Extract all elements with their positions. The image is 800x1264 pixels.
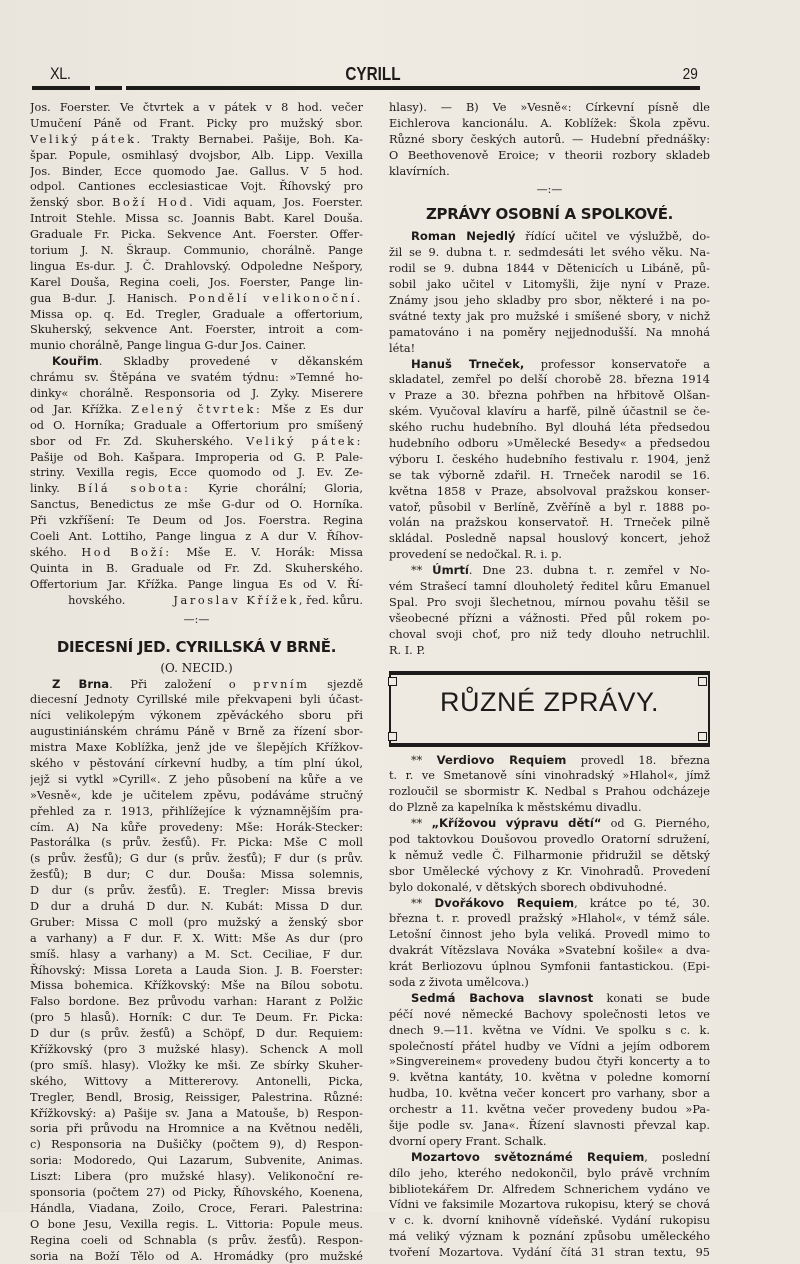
text-line: Graduale Fr. Picka. Sekvence Ant. Foerster. Offer- [30, 227, 363, 243]
spaced-heading: Bílá sobota: [78, 482, 191, 495]
text-line: v Praze a 30. března pohřben na hřbitově Olšan- [389, 388, 710, 404]
text-line: svátné texty jak pro mužské i smíšené sbory, v nichž [389, 309, 710, 325]
paragraph-lead: Z Brna [52, 677, 109, 691]
text-line: ** Verdiovo Requiem provedl 18. března [389, 753, 710, 769]
spaced-heading: Zelený čtvrtek: [131, 403, 262, 416]
text-line: Missa op. q. Ed. Tregler, Graduale a offertorium, [30, 307, 363, 323]
text-line: Quinta in B. Graduale od Fr. Zd. Skuherského. [30, 561, 363, 577]
corner-square-icon [698, 732, 707, 741]
text-line: pamatováno i na poměry nejjednodušší. Na mnohá [389, 325, 710, 341]
text-line: »Singvereinem« provedeny budou čtyři koncerty a to [389, 1054, 710, 1070]
text-line: chrámu sv. Štěpána ve svatém týdnu: »Temné ho- [30, 370, 363, 386]
text-block [389, 768, 710, 816]
page-header [48, 62, 698, 88]
text-line: Sedmá Bachova slavnost konati se bude [389, 991, 710, 1007]
text-block [30, 148, 363, 196]
text-block [389, 245, 710, 356]
text-line: ského, Wittovy a Mittererovy. Antonelli, Picka, [30, 1074, 363, 1090]
text-line: žil se 9. dubna t. r. sedmdesáti let svého věku. Na- [389, 245, 710, 261]
text-line: mistra Maxe Koblížka, jenž jde ve šlepějích Křížkov- [30, 740, 363, 756]
text-line: hudebního odboru »Umělecké Besedy« a předsedou [389, 436, 710, 452]
right-column [389, 100, 710, 1261]
text-line: lingua Es-dur. J. Č. Drahlovský. Odpoledne Nešpory, [30, 259, 363, 275]
section-separator: —:— [30, 609, 363, 631]
text-line: dvorní opery Frant. Schalk. [389, 1134, 710, 1150]
text-line: volán na pražskou konservatoř. H. Trneček pilně [389, 515, 710, 531]
paragraph-lead: „Křížovou výpravu dětí“ [431, 816, 601, 830]
paragraph-nejedly [389, 229, 710, 356]
text-line: se tak výborně zdařil. H. Trneček narodil se 16. [389, 468, 710, 484]
text-line: vém Strašecí tamní dlouholetý ředitel kůru Emanuel [389, 579, 710, 595]
text-line: dvakrát Vítězslava Nováka »Svatební košile« a dva- [389, 943, 710, 959]
text-line: vatoř, působil v Berlíně, Zvěříně a byl r. 1888 po- [389, 500, 710, 516]
text-line: orchestr a 11. května večer provedeny budou »Pa- [389, 1102, 710, 1118]
text-line: 9. května kantáty, 10. května v poledne komorní [389, 1070, 710, 1086]
paragraph-trnecek [389, 357, 710, 564]
text-line: k němuž vedle Č. Filharmonie přidružil se dětský [389, 848, 710, 864]
text-line: choval svoji choť, pro niž tedy dlouho netruchlil. [389, 627, 710, 643]
text-line: a varhany) a F dur. F. X. Witt: Mše As dur (pro [30, 931, 363, 947]
text-line: Missa bohemica. Křížkovský: Mše na Bílou sobotu. [30, 978, 363, 994]
paragraph-lead: Úmrtí [432, 563, 469, 577]
text-line: Známy jsou jeho skladby pro sbor, některé i na po- [389, 293, 710, 309]
text-line: provedení se nedočkal. R. i. p. [389, 547, 710, 563]
text-line: (pro smíš. hlasy). Vložky ke mši. Ze sbírky Skuher- [30, 1058, 363, 1074]
text-line: torium J. N. Škraup. Communio, chorálně. Pange [30, 243, 363, 259]
text-line: všeobecné přízni a vážnosti. Před půl rokem po- [389, 611, 710, 627]
paragraph-dvorak [389, 896, 710, 991]
text-line: t. r. ve Smetanově síni vinohradský »Hlahol«, jímž [389, 768, 710, 784]
volume-number: XL. [50, 64, 70, 84]
text-line: Z Brna. Při založení o prvním sjezdě [30, 677, 363, 693]
text-line: Vídni ve faksimile Mozartova rukopisu, který se chová [389, 1197, 710, 1213]
paragraph-lead: Roman Nejedlý [411, 229, 516, 243]
text-line: Křížkovský (pro 3 mužské hlasy). Schenck A moll [30, 1042, 363, 1058]
text-line: D dur a druhá D dur. N. Kubát: Missa D dur. [30, 899, 363, 915]
paragraph-lead: Kouřim [52, 354, 99, 368]
text-line: cím. A) Na kůře provedeny: Mše: Horák-Stecker: [30, 820, 363, 836]
text-line: linky. Bílá sobota: Kyrie chorální; Gloria, [30, 481, 363, 497]
paragraph-mozart [389, 1150, 710, 1261]
text-line: sponsoria (počtem 27) od Picky, Říhovského, Koenena, [30, 1185, 363, 1201]
text-line: Regina coeli od Schnabla (s prův. žesťů). Respon- [30, 1233, 363, 1249]
text-line: Falso bordone. Bez průvodu varhan: Harant z Polžic [30, 994, 363, 1010]
text-line: Jos. Foerster. Ve čtvrtek a v pátek v 8 hod. večer [30, 100, 363, 116]
section-subheading: (O. NECID.) [30, 659, 363, 677]
paragraph-umrti [389, 563, 710, 658]
text-line: Různé sbory českých autorů. — Hudební přednášky: [389, 132, 710, 148]
text-line: munio chorálně, Pange lingua G-dur Jos. Cainer. [30, 338, 363, 354]
text-line: v c. k. dvorní knihovně vídeňské. Vydání rukopisu [389, 1213, 710, 1229]
text-line: soda z života umělcova.) [389, 975, 710, 991]
text-block [30, 418, 363, 434]
text-line: Sanctus, Benedictus ze mše G-dur od O. Horníka. [30, 497, 363, 513]
text-line: jejž si vytkl »Cyrill«. Z jeho působení na kůře a ve [30, 772, 363, 788]
text-line: léta! [389, 341, 710, 357]
text-line: skladatel, zemřel po delší chorobě 28. března 1914 [389, 372, 710, 388]
journal-title: CYRILL [97, 64, 650, 85]
paragraph-krizova [389, 816, 710, 895]
text-line: ** Dvořákovo Requiem, krátce po té, 30. [389, 896, 710, 912]
text-line: dinky« chorálně. Responsoria od J. Zyky. Miserere [30, 386, 363, 402]
text-line: ského v pěstování církevní hudby, a tím plní úkol, [30, 756, 363, 772]
text-block [30, 370, 363, 402]
text-block [389, 911, 710, 990]
text-line: března t. r. provedl pražský »Hlahol«, v témž sále. [389, 911, 710, 927]
text-line: níci velikolepým výkonem zpěváckého sboru při [30, 708, 363, 724]
text-line: Roman Nejedlý řídící učitel ve výslužbě, do- [389, 229, 710, 245]
text-line: šije podle sv. Jana«. Řízení slavnosti převzal kap. [389, 1118, 710, 1134]
text-line: O Beethovenově Eroice; v theorii rozbory skladeb [389, 148, 710, 164]
text-line: sbor Umělecké výchovy z Kr. Vinohradů. Provedení [389, 864, 710, 880]
text-line: od Jar. Křížka. Zelený čtvrtek: Mše z Es dur [30, 402, 363, 418]
paragraph-lead: Dvořákovo Requiem [435, 896, 575, 910]
text-line: »Vesně«, kde je učitelem zpěvu, podáváme stručný [30, 788, 363, 804]
text-line: Karel Douša, Regina coeli, Jos. Foerster, Pange lin- [30, 275, 363, 291]
text-block [30, 100, 363, 132]
text-line: smíš. hlasy a varhany) a M. Sct. Ceciliae, F dur. [30, 947, 363, 963]
text-line: výboru I. českého hudebního festivalu r. 1904, jenž [389, 452, 710, 468]
text-block [30, 497, 363, 545]
paragraph-lead: Mozartovo světoznámé Requiem [411, 1150, 644, 1164]
corner-square-icon [388, 732, 397, 741]
text-line: striny. Vexilla regis, Ecce quomodo od J. Ev. Ze- [30, 465, 363, 481]
text-line: Introit Stehle. Missa sc. Joannis Babt. Karel Douša. [30, 211, 363, 227]
spaced-heading: Hod Boží: [81, 546, 171, 559]
text-line: Skuherský, sekvence Ant. Foerster, introit a com- [30, 322, 363, 338]
text-line: Eichlerova kancionálu. A. Koblížek: Škola zpěvu. [389, 116, 710, 132]
text-line: (s prův. žesťů); G dur (s prův. žesťů); F dur (s prův. [30, 851, 363, 867]
text-line: hlasy). — B) Ve »Vesně«: Církevní písně dle [389, 100, 710, 116]
text-line: ského. Hod Boží: Mše E. V. Horák: Missa [30, 545, 363, 561]
signature-line: hovského. Jaroslav Křížek, řed. kůru. [30, 593, 363, 609]
text-line: má veliký význam k poznání způsobu uměleckého [389, 1229, 710, 1245]
text-line: gua B-dur. J. Hanisch. Pondělí velikonoční. [30, 291, 363, 307]
text-line: bibliotekářem Dr. Alfredem Schnerichem vydáno ve [389, 1182, 710, 1198]
page-number: 29 [683, 66, 698, 84]
paragraph-lead: Verdiovo Requiem [437, 753, 567, 767]
text-line: ském. Vyučoval klavíru a harfě, pilně účastnil se če- [389, 404, 710, 420]
text-block [389, 579, 710, 658]
text-block [30, 211, 363, 290]
corner-square-icon [388, 677, 397, 686]
text-line: odpol. Cantiones ecclesiasticae Vojt. Říhovský pro [30, 179, 363, 195]
text-line: (pro 5 hlasů). Horník: C dur. Te Deum. Fr. Picka: [30, 1010, 363, 1026]
text-line: D dur (s prův. žesťů) a Schöpf, D dur. Requiem: [30, 1026, 363, 1042]
text-line: sobil jako učitel v Litomyšli, žije nyní v Praze. [389, 277, 710, 293]
text-line: Křížkovský: a) Pašije sv. Jana a Matouše, b) Respon- [30, 1106, 363, 1122]
text-line: rodil se 9. dubna 1844 v Dětenicích u Libáně, pů- [389, 261, 710, 277]
text-line: špar. Popule, osmihlasý dvojsbor, Alb. Lipp. Vexilla [30, 148, 363, 164]
corner-square-icon [698, 677, 707, 686]
section-heading: DIECESNÍ JED. CYRILLSKÁ V BRNĚ. [30, 635, 363, 659]
paragraph-lead: Sedmá Bachova slavnost [411, 991, 593, 1005]
text-line: května 1858 v Praze, absolvoval pražskou konser- [389, 484, 710, 500]
text-line: hudba, 10. května večer koncert pro varhany, sbor a [389, 1086, 710, 1102]
paragraph-brno [30, 677, 363, 1264]
text-line: Veliký pátek. Trakty Bernabei. Pašije, Boh. Ka- [30, 132, 363, 148]
text-line: rozloučil se sbormistr K. Nedbal s Prahou odcházeje [389, 784, 710, 800]
text-line: R. I. P. [389, 643, 710, 659]
paragraph-bach [389, 991, 710, 1150]
text-line: Offertorium Jar. Křížka. Pange lingua Es od V. Ří- [30, 577, 363, 593]
spaced-heading: Veliký pátek: [246, 435, 363, 448]
spaced-heading: Pondělí velikonoční. [189, 292, 363, 305]
section-heading: RŮZNÉ ZPRÁVY. [389, 687, 710, 718]
text-line: ** Úmrtí. Dne 23. dubna t. r. zemřel v No- [389, 563, 710, 579]
text-line: sbor od Fr. Zd. Skuherského. Veliký pátek: [30, 434, 363, 450]
text-line: přehled za r. 1913, přihlížejíce k významnějším pra- [30, 804, 363, 820]
text-line: společností přátel hudby ve Vídni a jejím odborem [389, 1039, 710, 1055]
text-line: klavírních. [389, 164, 710, 180]
text-block [30, 450, 363, 482]
text-line: dnech 9.—11. května ve Vídni. Ve spolku s c. k. [389, 1023, 710, 1039]
left-column [30, 100, 363, 1264]
text-line: D dur (s prův. žesťů). E. Tregler: Missa brevis [30, 883, 363, 899]
paragraph-verdi [389, 753, 710, 817]
text-line: Hándla, Viadana, Zoilo, Croce, Ferari. Palestrina: [30, 1201, 363, 1217]
text-block [389, 832, 710, 896]
text-block [389, 1007, 710, 1150]
text-line: c) Responsoria na Dušičky (počtem 9), d) Respon- [30, 1137, 363, 1153]
text-line: Spal. Pro svoji šlechetnou, mírnou povahu těšil se [389, 595, 710, 611]
text-line: Při vzkříšení: Te Deum od Jos. Foerstra. Regina [30, 513, 363, 529]
text-line: O bone Jesu, Vexilla regis. L. Vittoria: Popule meus. [30, 1217, 363, 1233]
text-line: soria při průvodu na Hromnice a na Květnou neděli, [30, 1121, 363, 1137]
text-line: Liszt: Libera (pro mužské hlasy). Velikonoční re- [30, 1169, 363, 1185]
text-line: dílo jeho, kterého nedokončil, bylo právě vrchním [389, 1166, 710, 1182]
text-line: Coeli Ant. Lottiho, Pange lingua z A dur V. Říhov- [30, 529, 363, 545]
text-line: Hanuš Trneček, professor konservatoře a [389, 357, 710, 373]
paragraph-lead: Hanuš Trneček, [411, 357, 524, 371]
text-block [30, 307, 363, 355]
header-rule [32, 86, 700, 90]
text-line: Umučení Páně od Frant. Picky pro mužský sbor. [30, 116, 363, 132]
text-line: ** „Křížovou výpravu dětí“ od G. Pierného, [389, 816, 710, 832]
text-block [389, 372, 710, 563]
text-line: ského ruchu hudebního. Byl dlouhá léta předsedou [389, 420, 710, 436]
text-block [30, 692, 363, 1264]
text-line: soria na Boží Tělo od A. Hromádky (pro mužské [30, 1249, 363, 1264]
text-line: bylo dokonalé, v dětských sborech obdivuhodné. [389, 880, 710, 896]
text-line: do Plzně za kapelníka k městskému divadlu. [389, 800, 710, 816]
text-line: péčí nové německé Bachovy společnosti letos ve [389, 1007, 710, 1023]
text-block [30, 561, 363, 593]
text-line: Tregler, Bendl, Brosig, Reissiger, Palestrina. Různé: [30, 1090, 363, 1106]
text-line: krát Berliozovu úplnou Symfonii fantastickou. (Epi- [389, 959, 710, 975]
text-line: Pašije od Boh. Kašpara. Improperia od G. P. Pale- [30, 450, 363, 466]
text-line: ženský sbor. Boží Hod. Vidi aquam, Jos. Foerster. [30, 195, 363, 211]
spaced-heading: Veliký pátek. [30, 133, 143, 146]
paragraph-kourim [30, 354, 363, 608]
spaced-heading: Boží Hod. [112, 196, 195, 209]
text-line: tvoření Mozartova. Vydání čítá 31 stran textu, 95 [389, 1245, 710, 1261]
text-line: Letošní činnost jeho byla veliká. Provedl mimo to [389, 927, 710, 943]
text-line: augustiniánském chrámu Páně v Brně za řízení sbor- [30, 724, 363, 740]
author-signature: Jaroslav Křížek [173, 594, 299, 607]
text-line: soria: Modoredo, Qui Lazarum, Subvenite, Animas. [30, 1153, 363, 1169]
text-line: Mozartovo světoznámé Requiem, poslední [389, 1150, 710, 1166]
text-line: diecesní Jednoty Cyrillské mile překvapeni byli účast- [30, 692, 363, 708]
text-line: Pastorálka (s prův. žesťů). Fr. Picka: Mše C moll [30, 835, 363, 851]
paragraph-foerster [30, 100, 363, 354]
text-line: Gruber: Missa C moll (pro mužský a ženský sbor [30, 915, 363, 931]
boxed-section-heading [389, 671, 710, 747]
section-separator: —:— [389, 179, 710, 201]
text-line: od O. Horníka; Graduale a Offertorium pro smíšený [30, 418, 363, 434]
text-block [389, 100, 710, 179]
text-block [389, 1166, 710, 1261]
text-line: Říhovský: Missa Loreta a Lauda Sion. J. B. Foerster: [30, 963, 363, 979]
text-line: Kouřim. Skladby provedené v děkanském [30, 354, 363, 370]
text-line: skládal. Posledně napsal houslový koncert, jehož [389, 531, 710, 547]
section-heading: ZPRÁVY OSOBNÍ A SPOLKOVÉ. [389, 201, 710, 227]
text-line: Jos. Binder, Ecce quomodo Jae. Gallus. V 5 hod. [30, 164, 363, 180]
text-line: žesťů); B dur; C dur. Douša: Missa solemnis, [30, 867, 363, 883]
text-line: pod taktovkou Doušovou provedlo Oratorní sdružení, [389, 832, 710, 848]
